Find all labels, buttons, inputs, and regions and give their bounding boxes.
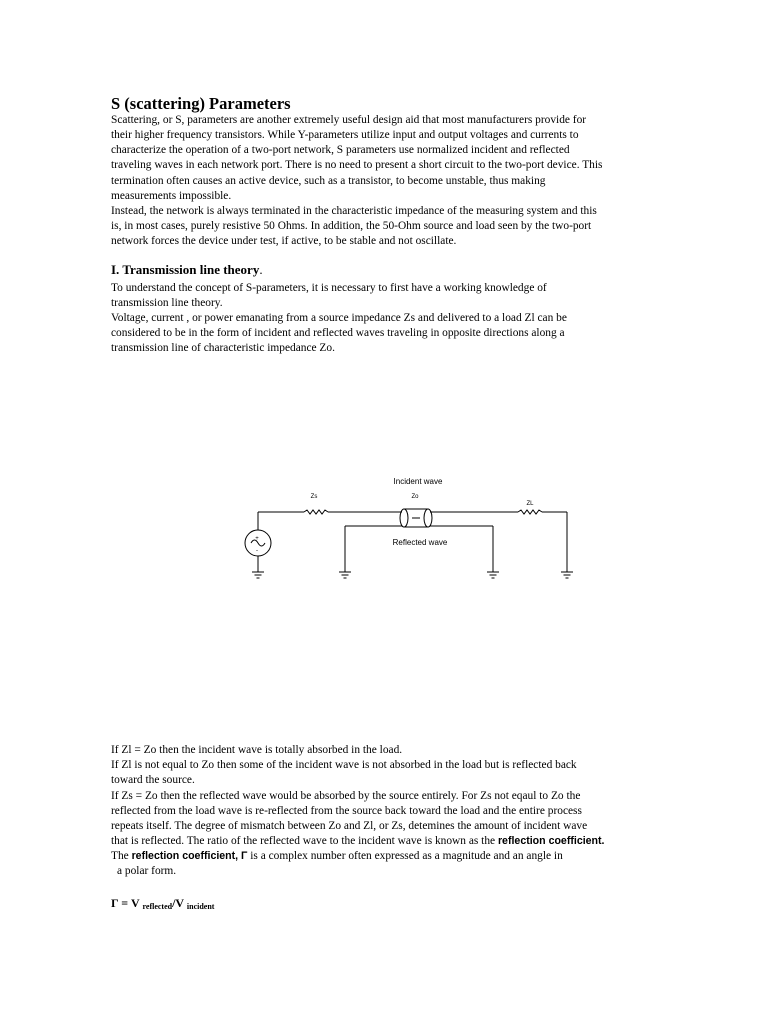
text-line: reflected from the load wave is re-reflected from the source back toward the load and the entire process <box>111 805 582 817</box>
text-line: repeats itself. The degree of mismatch between Zo and Zl, or Zs, detemines the amount of incident wave <box>111 820 588 832</box>
text-line: characterize the operation of a two-port network, S parameters use normalized incident and reflected <box>111 144 570 156</box>
text-line: termination often causes an active device, such as a transistor, to become unstable, thus making <box>111 175 546 187</box>
formula-slash: /V <box>172 896 187 910</box>
text-line: transmission line of characteristic impedance Zo. <box>111 342 335 354</box>
text-line: If Zs = Zo then the reflected wave would be absorbed by the source entirely. For Zs not eqaul to Zo the <box>111 790 581 802</box>
text-line: transmission line theory. <box>111 297 223 309</box>
formula-subscript: incident <box>186 902 215 911</box>
text-line: a polar form. <box>117 865 177 877</box>
zs-resistor <box>304 510 328 514</box>
zs-label: Zs <box>310 494 318 500</box>
ac-source-symbol <box>245 530 271 556</box>
text-line <box>111 849 563 864</box>
text-span: that is reflected. The ratio of the reflected wave to the incident wave is known as the <box>111 835 498 847</box>
text-line: their higher frequency transistors. While Y-parameters utilize input and output voltages and currents to <box>111 129 579 141</box>
reflected-wave-label: Reflected wave <box>392 538 448 547</box>
section-heading-period: . <box>259 262 263 277</box>
zl-label: ZL <box>526 501 534 507</box>
section-heading-text: I. Transmission line theory <box>111 262 260 277</box>
text-line: considered to be in the form of incident and reflected waves traveling in opposite directions along a <box>111 327 565 339</box>
ground-symbol <box>561 572 573 578</box>
bold-term: reflection coefficient, Γ <box>131 850 248 862</box>
text-line: is, in most cases, purely resistive 50 Ohms. In addition, the 50-Ohm source and load seen by the two-port <box>111 220 592 232</box>
source-minus-sign: - <box>256 548 258 554</box>
text-span: The <box>111 850 132 862</box>
text-line: Instead, the network is always terminated in the characteristic impedance of the measuring system and this <box>111 205 597 217</box>
text-line: If Zl is not equal to Zo then some of the incident wave is not absorbed in the load but is reflected back <box>111 759 577 771</box>
text-line: Voltage, current , or power emanating from a source impedance Zs and delivered to a load Zl can be <box>111 312 567 324</box>
zo-label: Zo <box>411 494 419 500</box>
ground-symbol <box>487 572 499 578</box>
zl-resistor <box>518 510 542 514</box>
text-line: toward the source. <box>111 774 195 786</box>
ground-symbol <box>339 572 351 578</box>
coax-line-symbol <box>400 509 432 527</box>
text-line: Scattering, or S, parameters are another extremely useful design aid that most manufacturers provide for <box>111 114 587 126</box>
formula-lhs: Γ = V <box>111 896 143 910</box>
reflection-coefficient-formula <box>111 896 214 911</box>
incident-wave-label: Incident wave <box>393 477 443 486</box>
formula-subscript: reflected <box>142 902 173 911</box>
text-line: network forces the device under test, if active, to be stable and not oscillate. <box>111 235 457 247</box>
ground-symbol <box>252 572 264 578</box>
source-plus-sign: + <box>255 536 259 542</box>
text-line: To understand the concept of S-parameters, it is necessary to first have a working knowledge of <box>111 282 547 294</box>
text-line: If Zl = Zo then the incident wave is totally absorbed in the load. <box>111 744 403 756</box>
text-line: measurements impossible. <box>111 190 232 202</box>
text-line <box>111 834 605 849</box>
text-span: is a complex number often expressed as a magnitude and an angle in <box>247 850 563 862</box>
bold-term: reflection coefficient. <box>497 835 605 847</box>
page-title: S (scattering) Parameters <box>111 94 291 113</box>
text-line: traveling waves in each network port. There is no need to present a short circuit to the two-port device. This <box>111 159 603 171</box>
